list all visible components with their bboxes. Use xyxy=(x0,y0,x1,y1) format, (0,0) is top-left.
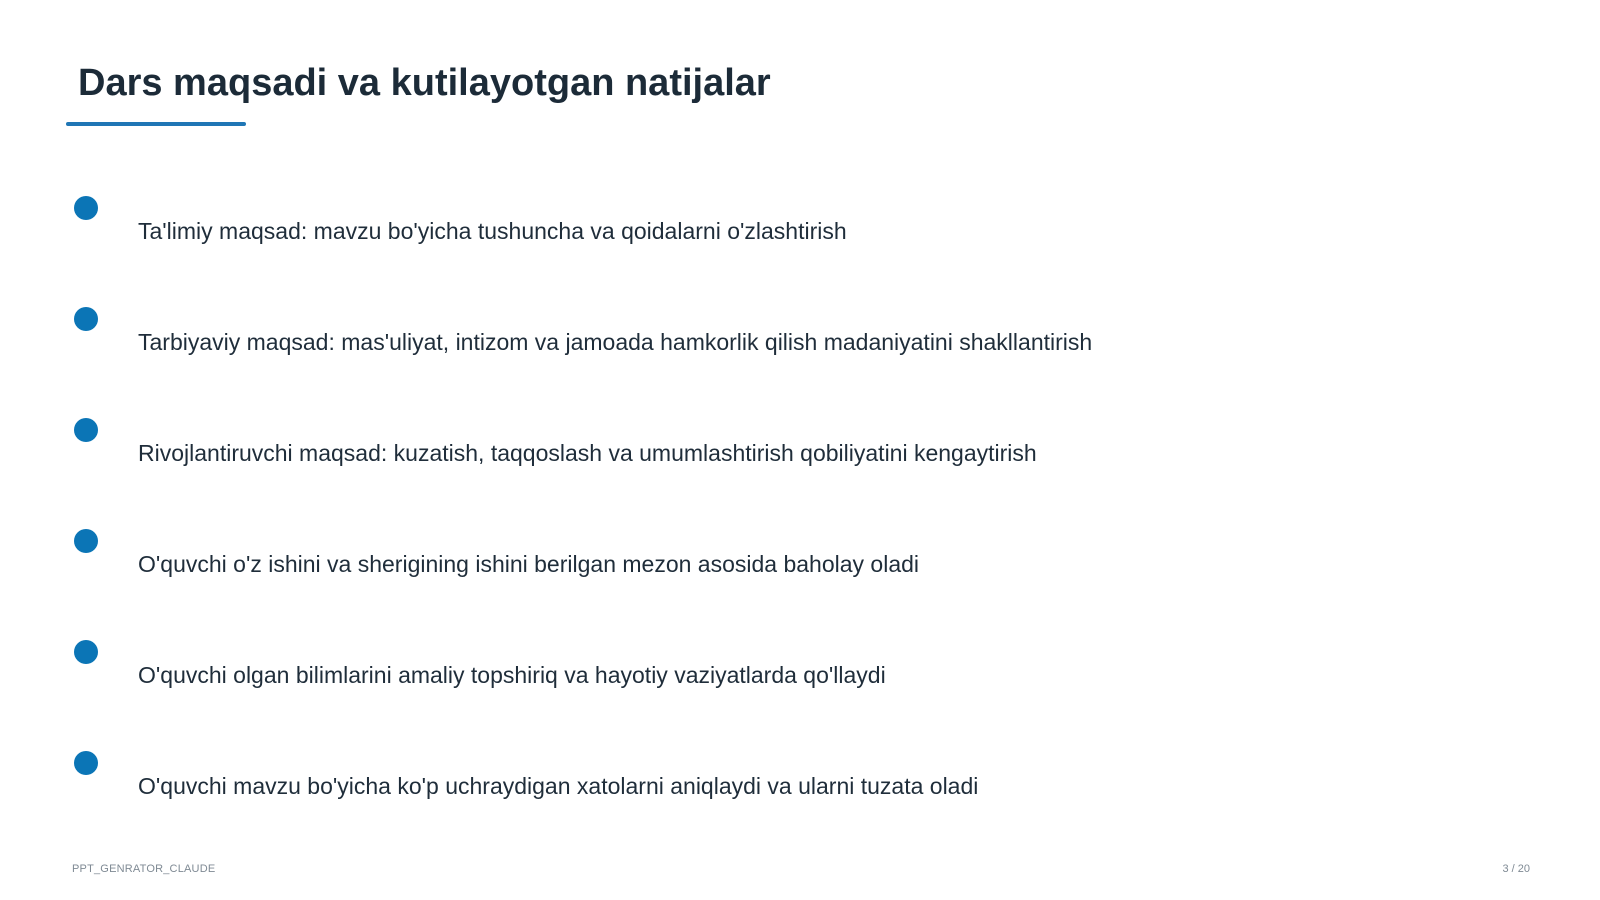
list-item xyxy=(0,196,1600,256)
list-item xyxy=(0,529,1600,589)
bullet-text: O'quvchi o'z ishini va sherigining ishini berilgan mezon asosida baholay oladi xyxy=(138,551,920,577)
bullet-text: Rivojlantiruvchi maqsad: kuzatish, taqqoslash va umumlashtirish qobiliyatini kengaytirish xyxy=(138,440,1037,466)
list-item xyxy=(0,307,1600,367)
footer-source-label: PPT_GENRATOR_CLAUDE xyxy=(72,863,216,875)
list-item xyxy=(0,418,1600,478)
bullet-dot-icon xyxy=(74,751,98,775)
bullet-dot-icon xyxy=(74,640,98,664)
list-item xyxy=(0,640,1600,700)
bullet-text: Ta'limiy maqsad: mavzu bo'yicha tushuncha va qoidalarni o'zlashtirish xyxy=(138,218,847,244)
bullet-text: O'quvchi olgan bilimlarini amaliy topshiriq va hayotiy vaziyatlarda qo'llaydi xyxy=(138,662,886,688)
bullet-text: O'quvchi mavzu bo'yicha ko'p uchraydigan xatolarni aniqlaydi va ularni tuzata oladi xyxy=(138,773,979,799)
bullet-text: Tarbiyaviy maqsad: mas'uliyat, intizom va jamoada hamkorlik qilish madaniyatini shakllantirish xyxy=(138,329,1093,355)
bullet-dot-icon xyxy=(74,418,98,442)
list-item xyxy=(0,751,1600,811)
bullet-dot-icon xyxy=(74,196,98,220)
slide-title: Dars maqsadi va kutilayotgan natijalar xyxy=(78,62,771,104)
bullet-dot-icon xyxy=(74,529,98,553)
page-indicator: 3 / 20 xyxy=(1502,863,1530,875)
bullet-dot-icon xyxy=(74,307,98,331)
